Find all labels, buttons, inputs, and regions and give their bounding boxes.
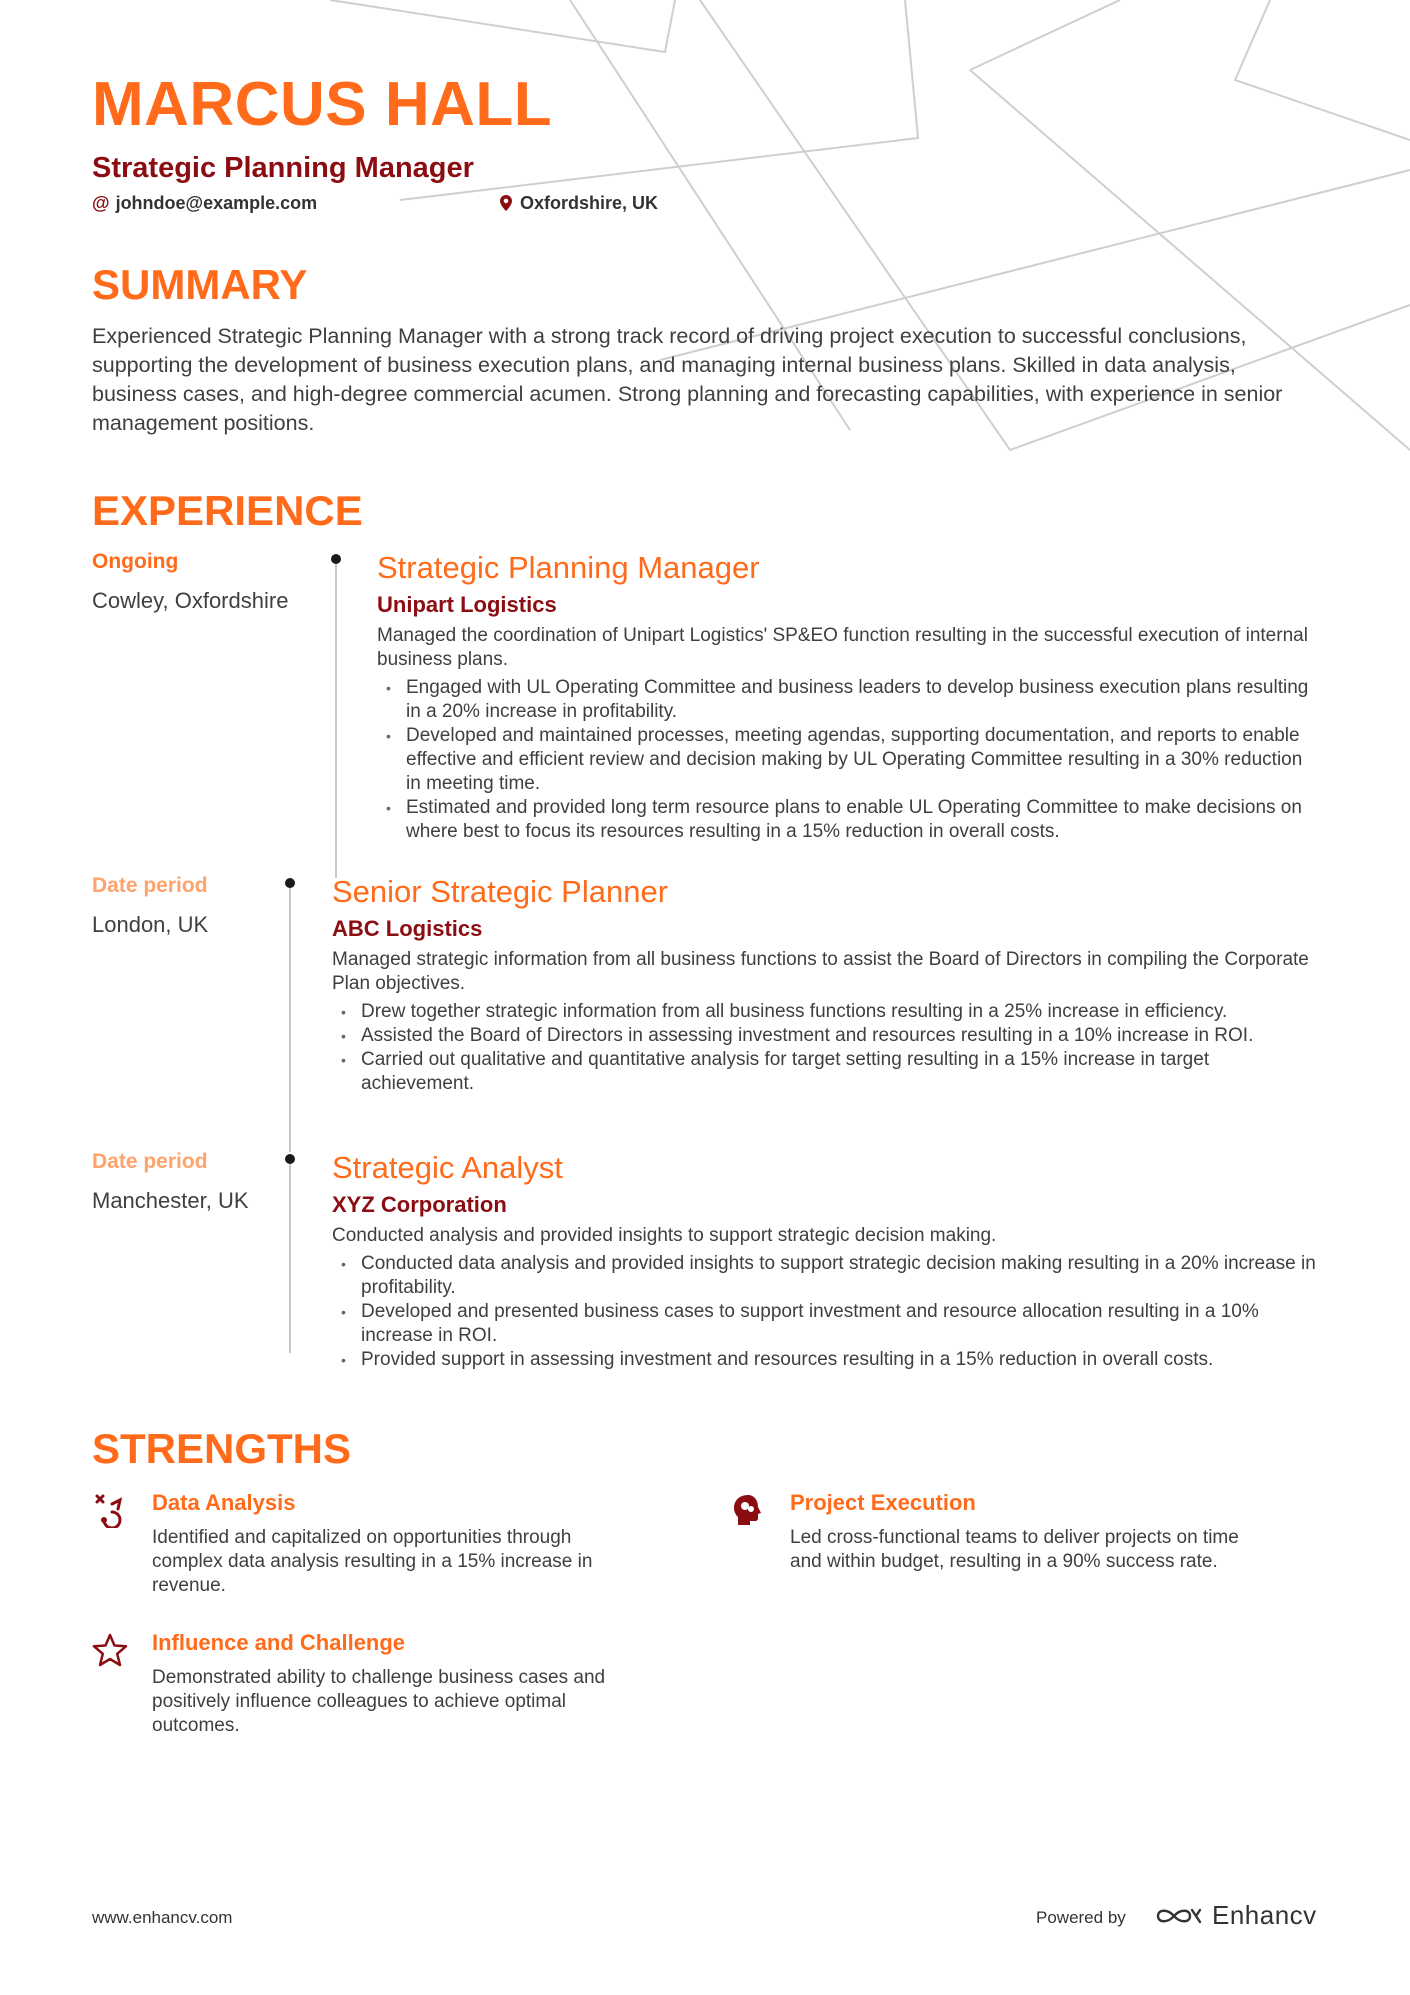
strength-description: Led cross-functional teams to deliver projects on time and within budget, resulting in a 90% success rate. [790,1527,1239,1572]
brain-head-icon [730,1492,766,1528]
experience-date: Date period [92,874,208,897]
experience-bullets [332,1252,1322,1372]
experience-bullets [332,1000,1322,1096]
candidate-name: MARCUS HALL [92,70,553,139]
timeline-dot [285,1154,295,1164]
experience-company: XYZ Corporation [332,1192,507,1217]
experience-description: Managed the coordination of Unipart Logistics' SP&EO function resulting in the successful execution of internal business plans. [377,625,1308,670]
experience-location: Cowley, Oxfordshire [92,588,289,613]
footer-website[interactable]: www.enhancv.com [92,1908,233,1927]
experience-entry [92,548,1322,868]
experience-entry [92,1148,1322,1370]
strengths-heading: STRENGTHS [92,1425,352,1472]
experience-role: Strategic Planning Manager [377,550,760,585]
experience-bullet: • Developed and presented business cases to support investment and resource allocation resulting in a 10% increase in ROI. [332,1300,1322,1348]
experience-company: Unipart Logistics [377,592,557,617]
timeline-line [335,558,337,878]
summary-heading: SUMMARY [92,261,308,308]
star-icon [92,1632,128,1668]
experience-entry [92,872,1322,1142]
map-pin-icon [500,195,512,211]
experience-location: Manchester, UK [92,1188,249,1213]
contact-email[interactable] [92,193,317,214]
enhancv-logo-icon [1154,1904,1204,1928]
experience-company: ABC Logistics [332,916,483,941]
experience-bullet: • Engaged with UL Operating Committee and business leaders to develop business execution plans resulting in a 20% increase in profitability. [377,676,1322,724]
strength-title: Project Execution [790,1490,976,1515]
timeline-dot [331,554,341,564]
timeline-line [289,882,291,1152]
timeline-line [289,1158,291,1353]
powered-by-text: Powered by [1036,1908,1126,1927]
experience-bullet: • Carried out qualitative and quantitative analysis for target setting resulting in a 15% increase in target achievement. [332,1048,1322,1096]
experience-bullet: • Assisted the Board of Directors in assessing investment and resources resulting in a 10% increase in ROI. [332,1024,1322,1048]
strength-title: Data Analysis [152,1490,296,1515]
strength-description: Demonstrated ability to challenge business cases and positively influence colleagues to achieve optimal outcomes. [152,1667,606,1736]
experience-bullet: • Provided support in assessing investment and resources resulting in a 15% reduction in overall costs. [332,1348,1322,1372]
experience-heading: EXPERIENCE [92,487,363,534]
summary-text: Experienced Strategic Planning Manager with a strong track record of driving project execution to successful conclusions, supporting the development of business execution plans, and managing internal business plans. Skilled in data analysis, business cases, and high-degree commercial acumen. Strong planning and forecasting capabilities, with experience in senior management positions. [92,324,1283,435]
email-text: johndoe@example.com [115,193,318,213]
experience-role: Strategic Analyst [332,1150,563,1185]
experience-date: Date period [92,1150,208,1173]
experience-body [332,1148,1322,1372]
experience-bullet: • Estimated and provided long term resource plans to enable UL Operating Committee to make decisions on where best to focus its resources resulting in a 15% reduction in overall costs. [377,796,1322,844]
enhancv-brand-text: Enhancv [1212,1900,1317,1930]
experience-bullets [377,676,1322,844]
strength-title: Influence and Challenge [152,1630,406,1655]
experience-role: Senior Strategic Planner [332,874,669,909]
at-icon: @ [92,193,110,213]
timeline-dot [285,878,295,888]
location-text: Oxfordshire, UK [520,193,659,213]
experience-date: Ongoing [92,550,179,573]
experience-bullet: • Conducted data analysis and provided insights to support strategic decision making resulting in a 20% increase in profitability. [332,1252,1322,1300]
strength-description: Identified and capitalized on opportunities through complex data analysis resulting in a 15% increase in revenue. [152,1527,593,1596]
experience-body [377,548,1322,844]
candidate-title: Strategic Planning Manager [92,152,474,184]
experience-body [332,872,1322,1096]
strategy-icon [92,1492,128,1528]
contact-location [500,193,658,214]
experience-bullet: • Developed and maintained processes, meeting agendas, supporting documentation, and reports to enable effective and efficient review and decision making by UL Operating Committee resulting in a 30% reduction in meeting time. [377,724,1322,796]
experience-description: Conducted analysis and provided insights to support strategic decision making. [332,1225,997,1246]
experience-location: London, UK [92,912,209,937]
experience-description: Managed strategic information from all business functions to assist the Board of Directors in compiling the Corporate Plan objectives. [332,949,1309,994]
experience-bullet: • Drew together strategic information from all business functions resulting in a 25% increase in efficiency. [332,1000,1322,1024]
footer-branding [1036,1896,1326,1936]
